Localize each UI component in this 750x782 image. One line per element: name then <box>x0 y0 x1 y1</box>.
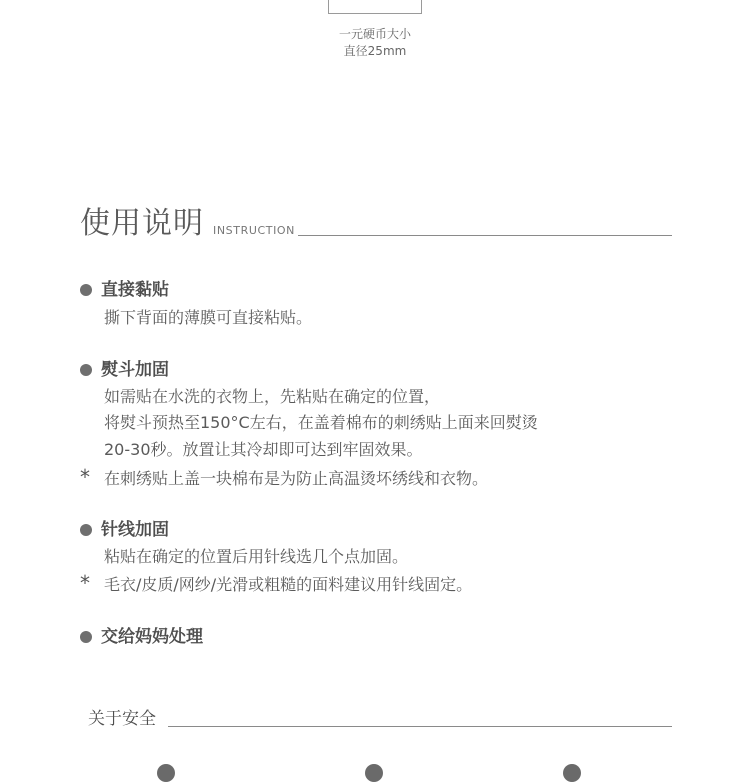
info-icon <box>365 764 383 782</box>
method-text-line: 如需贴在水洗的衣物上，先粘贴在确定的位置， <box>104 387 441 406</box>
method-note <box>80 571 472 597</box>
safety-title: 关于安全 <box>88 709 156 729</box>
method-note-text: 在刺绣贴上盖一块棉布是为防止高温烫坏绣线和衣物。 <box>104 469 489 488</box>
info-icon <box>563 764 581 782</box>
coin-size-outline <box>328 0 422 14</box>
coin-caption-name: 一元硬币大小 <box>338 27 411 41</box>
bullet-icon <box>80 524 92 536</box>
safety-header <box>88 706 672 734</box>
method-note <box>80 465 488 491</box>
method-heading-direct-paste <box>80 278 169 302</box>
method-heading-label: 熨斗加固 <box>101 360 169 380</box>
method-heading-label: 直接黏贴 <box>101 280 169 300</box>
coin-caption-diameter: 直径25mm <box>343 44 407 58</box>
title-divider <box>298 235 672 236</box>
method-text-line: 粘贴在确定的位置后用针线选几个点加固。 <box>104 547 409 566</box>
bullet-icon <box>80 631 92 643</box>
safety-divider <box>168 726 672 727</box>
instruction-header <box>80 204 672 244</box>
method-text-line: 撕下背面的薄膜可直接粘贴。 <box>104 308 313 327</box>
method-heading-label: 针线加固 <box>101 520 169 540</box>
info-icon <box>157 764 175 782</box>
bullet-icon <box>80 364 92 376</box>
method-note-text: 毛衣/皮质/网纱/光滑或粗糙的面料建议用针线固定。 <box>104 575 473 594</box>
method-heading-label: 交给妈妈处理 <box>101 627 203 647</box>
page-title: 使用说明 <box>80 206 204 241</box>
bullet-icon <box>80 284 92 296</box>
asterisk-icon: * <box>80 571 90 595</box>
asterisk-icon: * <box>80 465 90 489</box>
method-text-line: 20-30秒。放置让其冷却即可达到牢固效果。 <box>104 440 423 459</box>
method-heading-mom <box>80 625 203 649</box>
page-subtitle: INSTRUCTION <box>213 224 295 237</box>
method-heading-iron <box>80 358 169 382</box>
method-heading-needle <box>80 518 169 542</box>
method-text-line: 将熨斗预热至150°C左右，在盖着棉布的刺绣贴上面来回熨烫 <box>104 413 538 432</box>
